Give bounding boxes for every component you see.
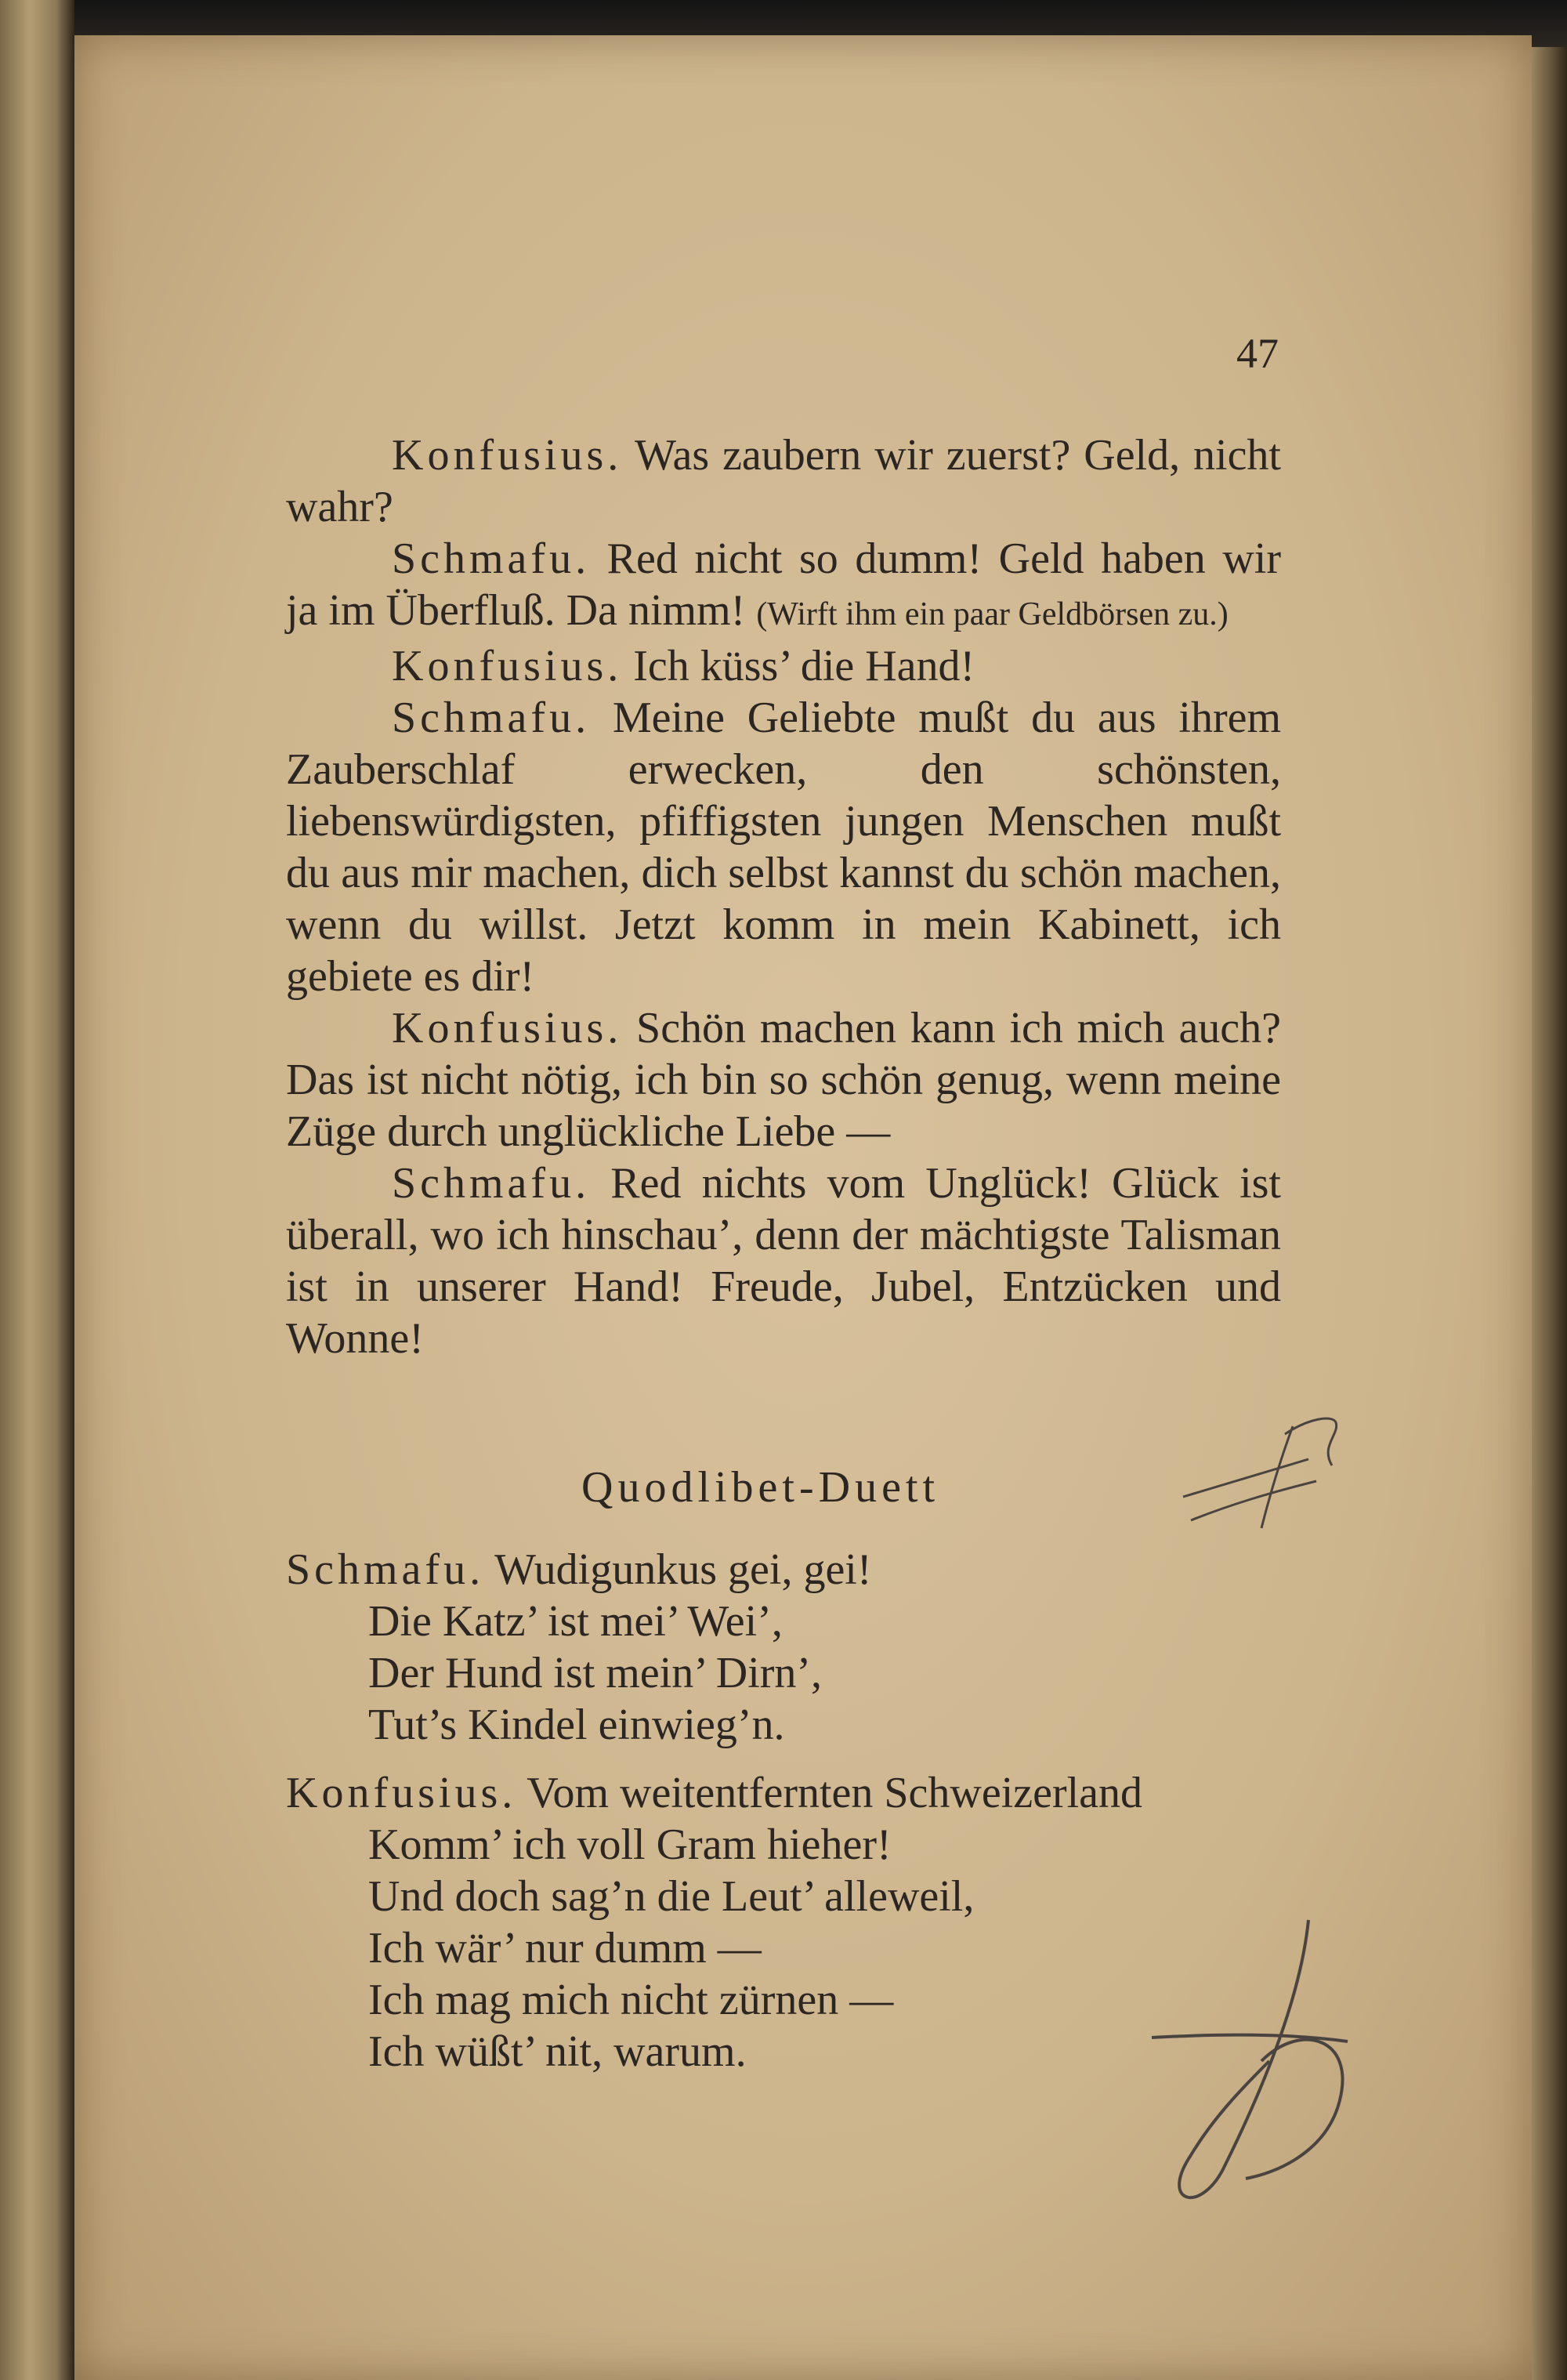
dialogue-text: Red nichts vom Unglück! Glück ist überall, wo ich hinschau’, denn der mächtigste Talisman ist in unserer Hand! Freude, Jubel, Entzücken und Wonne!	[286, 1159, 1281, 1363]
verse-line: Die Katz’ ist mei’ Wei’,	[368, 1597, 783, 1646]
verse-line: Ich wär’ nur dumm —	[368, 1924, 762, 1972]
verse-line: Tut’s Kindel einwieg’n.	[368, 1701, 785, 1749]
speaker-name: Schmafu.	[392, 1159, 591, 1208]
dialogue-text: Ich küss’ die Hand!	[633, 642, 975, 690]
stage-direction: (Wirft ihm ein paar Geldbörsen zu.)	[756, 596, 1229, 632]
speaker-name: Konfusius.	[286, 1769, 517, 1817]
verse-line: Ich mag mich nicht zürnen —	[368, 1976, 894, 2024]
verse-block	[286, 1544, 872, 1751]
dialogue-paragraph	[286, 692, 1281, 1002]
dialogue-paragraph	[286, 1002, 1281, 1157]
dialogue-paragraph	[286, 640, 1281, 692]
verse-line: Der Hund ist mein’ Dirn’,	[368, 1649, 823, 1697]
dialogue-text: Red nicht so dumm! Geld haben wir ja im Überfluß. Da nimm!	[286, 534, 1282, 635]
speaker-name: Schmafu.	[286, 1545, 485, 1594]
speaker-name: Konfusius.	[392, 1004, 623, 1052]
dialogue-paragraph	[286, 1157, 1281, 1364]
verse-first-line	[286, 1767, 1142, 1819]
dialogue-text: Schön machen kann ich mich auch? Das ist nicht nötig, ich bin so schön genug, wenn meine Züge durch unglückliche Liebe —	[286, 1004, 1282, 1156]
verse-line: Und doch sag’n die Leut’ alleweil,	[368, 1872, 975, 1921]
book-binding	[0, 0, 74, 2380]
speaker-name: Konfusius.	[392, 431, 623, 480]
verse-line: Komm’ ich voll Gram hieher!	[368, 1820, 892, 1869]
verse-block	[286, 1767, 1142, 2078]
verse-line: Ich wüßt’ nit, warum.	[368, 2027, 747, 2076]
speaker-name: Schmafu.	[392, 694, 591, 742]
speaker-name: Konfusius.	[392, 642, 623, 690]
dialogue-block	[286, 429, 1281, 1364]
verse-first-line	[286, 1544, 872, 1596]
dialogue-paragraph	[286, 429, 1281, 533]
dialogue-text: Meine Geliebte mußt du aus ihrem Zauberschlaf erwecken, den schönsten, liebenswürdigsten, pfiffigsten jungen Menschen mußt du aus mir machen, dich selbst kannst du schön machen, wenn du willst. Jetzt komm in mein Kabinett, ich gebiete es dir!	[286, 694, 1282, 1001]
dialogue-text: Was zaubern wir zuerst? Geld, nicht wahr?	[286, 431, 1281, 531]
section-heading: Quodlibet-Duett	[581, 1463, 940, 1512]
page-number: 47	[1236, 330, 1279, 377]
verse-line: Wudigunkus gei, gei!	[494, 1545, 872, 1594]
pencil-handwritten-letter-mark	[1144, 1904, 1379, 2218]
dialogue-paragraph	[286, 533, 1281, 640]
page-edge	[1532, 47, 1567, 2380]
verse-line: Vom weitentfernten Schweizerland	[527, 1769, 1143, 1817]
pencil-scribble-mark	[1175, 1411, 1363, 1552]
speaker-name: Schmafu.	[392, 534, 591, 583]
